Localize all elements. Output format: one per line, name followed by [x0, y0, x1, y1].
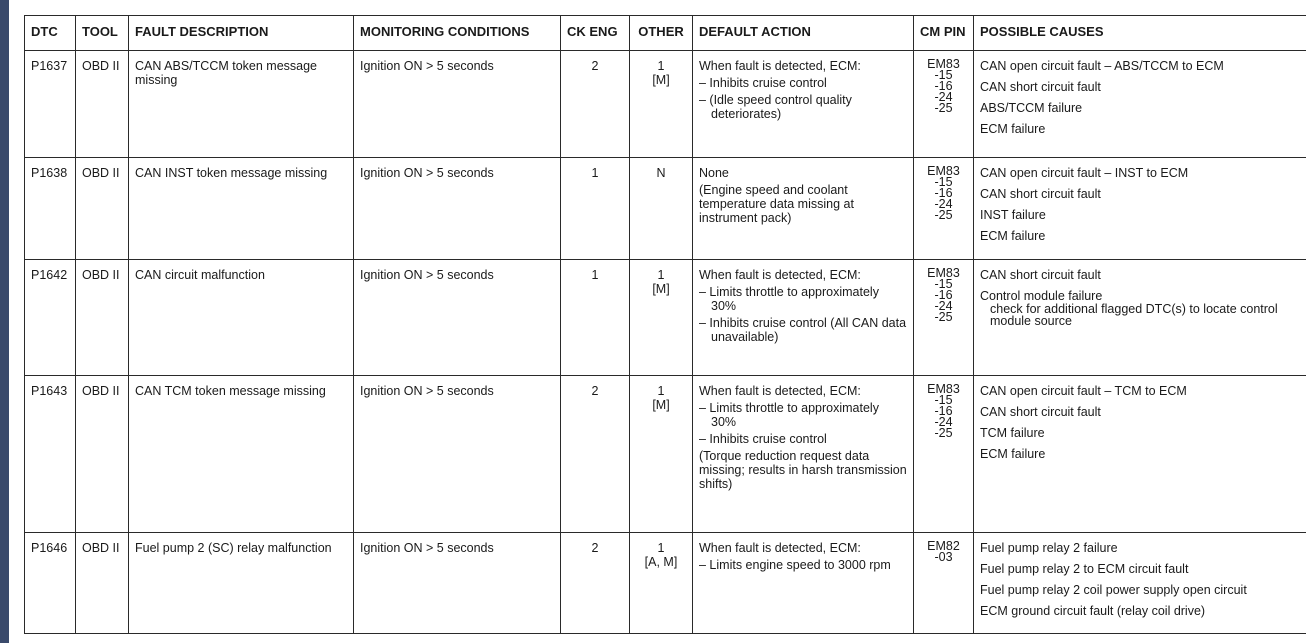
cell-default-action: [693, 158, 914, 260]
cell-possible-causes: [974, 158, 1306, 260]
cell-fault-description: CAN INST token message missing: [129, 158, 354, 260]
cell-monitoring-conditions: Ignition ON > 5 seconds: [354, 51, 561, 158]
possible-cause: ECM failure: [980, 229, 1046, 243]
other-value: N: [656, 166, 666, 180]
cell-other: [630, 376, 693, 533]
cell-possible-causes: [974, 260, 1306, 376]
header-fault-description: FAULT DESCRIPTION: [129, 16, 354, 51]
possible-cause: CAN short circuit fault: [980, 80, 1101, 94]
cell-possible-causes: [974, 533, 1306, 634]
cell-ck-eng: 2: [561, 376, 630, 533]
cell-cm-pin: [914, 533, 974, 634]
cell-dtc: P1637: [25, 51, 76, 158]
other-value: [M]: [652, 282, 670, 296]
default-action-item: – Limits throttle to approximately 30%: [699, 285, 879, 313]
default-action-item: – Inhibits cruise control: [699, 76, 827, 90]
cell-tool: OBD II: [76, 376, 129, 533]
possible-cause: Fuel pump relay 2 to ECM circuit fault: [980, 562, 1189, 576]
header-monitoring-conditions: MONITORING CONDITIONS: [354, 16, 561, 51]
cell-default-action: [693, 533, 914, 634]
default-action-lead: When fault is detected, ECM:: [699, 59, 861, 73]
cm-pin-value: -25: [934, 426, 953, 440]
cell-fault-description: CAN ABS/TCCM token message missing: [129, 51, 354, 158]
cell-dtc: P1642: [25, 260, 76, 376]
table-header-row: [25, 16, 1306, 51]
cm-pin-value: -16: [934, 404, 953, 418]
cm-pin-value: EM83: [927, 382, 960, 396]
cm-pin-value: -24: [934, 90, 953, 104]
other-value: 1: [657, 384, 665, 398]
possible-cause-detail: check for additional flagged DTC(s) to locate control module source: [990, 302, 1278, 328]
cm-pin-value: EM83: [927, 57, 960, 71]
header-default-action: DEFAULT ACTION: [693, 16, 914, 51]
table-row: [25, 51, 1306, 158]
header-possible-causes: POSSIBLE CAUSES: [974, 16, 1306, 51]
other-value: 1: [657, 59, 665, 73]
default-action-item: – Limits engine speed to 3000 rpm: [699, 558, 891, 572]
possible-cause: ABS/TCCM failure: [980, 101, 1083, 115]
cell-other: [630, 533, 693, 634]
cm-pin-value: -16: [934, 186, 953, 200]
cell-monitoring-conditions: Ignition ON > 5 seconds: [354, 376, 561, 533]
cm-pin-value: -15: [934, 68, 953, 82]
possible-cause: Control module failure: [980, 289, 1103, 303]
cm-pin-value: -25: [934, 310, 953, 324]
possible-cause: CAN short circuit fault: [980, 405, 1101, 419]
cell-other: [630, 260, 693, 376]
header-ck-eng: CK ENG: [561, 16, 630, 51]
cm-pin-value: EM83: [927, 266, 960, 280]
header-dtc: DTC: [25, 16, 76, 51]
possible-cause: CAN short circuit fault: [980, 268, 1101, 282]
possible-cause: CAN open circuit fault – INST to ECM: [980, 166, 1189, 180]
cell-default-action: [693, 376, 914, 533]
possible-cause: Fuel pump relay 2 coil power supply open circuit: [980, 583, 1247, 597]
cell-tool: OBD II: [76, 260, 129, 376]
cell-ck-eng: 2: [561, 533, 630, 634]
cell-fault-description: CAN TCM token message missing: [129, 376, 354, 533]
cell-tool: OBD II: [76, 533, 129, 634]
cell-possible-causes: [974, 51, 1306, 158]
cell-ck-eng: 1: [561, 260, 630, 376]
header-other: OTHER: [630, 16, 693, 51]
cell-dtc: P1646: [25, 533, 76, 634]
header-cm-pin: CM PIN: [914, 16, 974, 51]
possible-cause: CAN short circuit fault: [980, 187, 1101, 201]
possible-cause: CAN open circuit fault – TCM to ECM: [980, 384, 1187, 398]
cm-pin-value: -15: [934, 393, 953, 407]
possible-cause: ECM ground circuit fault (relay coil drive): [980, 604, 1206, 618]
cell-cm-pin: [914, 260, 974, 376]
cell-tool: OBD II: [76, 51, 129, 158]
cell-other: [630, 51, 693, 158]
cm-pin-value: -15: [934, 175, 953, 189]
other-value: 1: [657, 268, 665, 282]
other-value: 1: [657, 541, 665, 555]
cell-cm-pin: [914, 51, 974, 158]
cell-cm-pin: [914, 376, 974, 533]
table-row: [25, 158, 1306, 260]
cm-pin-value: -16: [934, 79, 953, 93]
possible-cause: INST failure: [980, 208, 1046, 222]
cell-default-action: [693, 260, 914, 376]
default-action-lead: When fault is detected, ECM:: [699, 541, 861, 555]
default-action-note: (Torque reduction request data missing; results in harsh transmission shifts): [699, 449, 907, 491]
cell-monitoring-conditions: Ignition ON > 5 seconds: [354, 533, 561, 634]
cell-fault-description: Fuel pump 2 (SC) relay malfunction: [129, 533, 354, 634]
cell-monitoring-conditions: Ignition ON > 5 seconds: [354, 158, 561, 260]
cell-dtc: P1643: [25, 376, 76, 533]
possible-cause: ECM failure: [980, 447, 1046, 461]
default-action-lead: When fault is detected, ECM:: [699, 384, 861, 398]
default-action-item: – Inhibits cruise control (All CAN data unavailable): [699, 316, 907, 344]
cm-pin-value: EM83: [927, 164, 960, 178]
possible-cause: CAN open circuit fault – ABS/TCCM to ECM: [980, 59, 1224, 73]
table-row: [25, 376, 1306, 533]
default-action-lead: When fault is detected, ECM:: [699, 268, 861, 282]
cm-pin-value: -16: [934, 288, 953, 302]
cell-other: [630, 158, 693, 260]
document-page: [9, 0, 1306, 643]
other-value: [A, M]: [644, 555, 678, 569]
default-action-lead: None: [699, 166, 729, 180]
possible-cause: TCM failure: [980, 426, 1045, 440]
default-action-item: – Inhibits cruise control: [699, 432, 827, 446]
cm-pin-value: -25: [934, 208, 953, 222]
cm-pin-value: EM82: [927, 539, 960, 553]
table-row: [25, 260, 1306, 376]
other-value: [M]: [652, 398, 670, 412]
cm-pin-value: -24: [934, 415, 953, 429]
cm-pin-value: -24: [934, 299, 953, 313]
cell-ck-eng: 2: [561, 51, 630, 158]
dtc-table: [24, 15, 1306, 634]
default-action-item: – Limits throttle to approximately 30%: [699, 401, 879, 429]
default-action-item: – (Idle speed control quality deteriorates): [699, 93, 852, 121]
possible-cause: ECM failure: [980, 122, 1046, 136]
other-value: [M]: [652, 73, 670, 87]
cell-ck-eng: 1: [561, 158, 630, 260]
possible-cause: Fuel pump relay 2 failure: [980, 541, 1118, 555]
window-left-edge: [0, 0, 9, 643]
cell-possible-causes: [974, 376, 1306, 533]
cm-pin-value: -15: [934, 277, 953, 291]
table-body: [25, 51, 1306, 634]
cm-pin-value: -24: [934, 197, 953, 211]
cell-dtc: P1638: [25, 158, 76, 260]
cell-fault-description: CAN circuit malfunction: [129, 260, 354, 376]
cm-pin-value: -03: [934, 550, 953, 564]
table-row: [25, 533, 1306, 634]
default-action-note: (Engine speed and coolant temperature data missing at instrument pack): [699, 183, 854, 225]
cell-tool: OBD II: [76, 158, 129, 260]
cm-pin-value: -25: [934, 101, 953, 115]
cell-monitoring-conditions: Ignition ON > 5 seconds: [354, 260, 561, 376]
cell-default-action: [693, 51, 914, 158]
cell-cm-pin: [914, 158, 974, 260]
header-tool: TOOL: [76, 16, 129, 51]
